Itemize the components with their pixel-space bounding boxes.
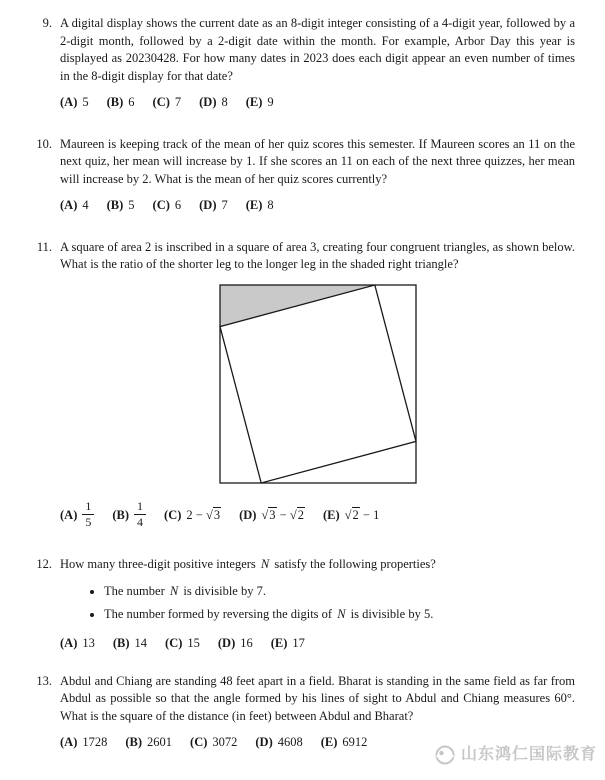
problem-text: A square of area 2 is inscribed in a square of area 3, creating four congruent triangles, as shown below. What is the ratio of the shorter leg to the longer leg in the shaded right triangle? bbox=[60, 239, 575, 271]
choice-label: (B) bbox=[112, 636, 130, 650]
choice-e bbox=[321, 734, 368, 752]
choice-a bbox=[60, 94, 89, 112]
problem-text: A digital display shows the current date as an 8-digit integer consisting of a 4-digit year, followed by a 2-digit month, followed by a 2-digit date within the month. For example, Arbor Day this year is displayed as 20230428. For how many dates in 2023 does each digit appear an even number of times in the 8-digit display for that date? bbox=[60, 16, 575, 83]
choice-label: (E) bbox=[245, 95, 263, 109]
choice-c bbox=[153, 197, 182, 215]
choice-b bbox=[125, 734, 172, 752]
answer-choices bbox=[60, 635, 575, 653]
math-variable: N bbox=[169, 584, 179, 598]
choice-label: (E) bbox=[322, 507, 340, 522]
choice-label: (C) bbox=[190, 735, 208, 749]
choice-value: 9 bbox=[267, 95, 274, 109]
choice-label: (D) bbox=[255, 735, 273, 749]
choice-b bbox=[107, 94, 135, 112]
problem-12 bbox=[30, 556, 575, 653]
watermark-logo-icon bbox=[434, 744, 456, 766]
bullet-item: • The number formed by reversing the digits of N is divisible by 5. bbox=[104, 606, 575, 624]
math-variable: N bbox=[337, 606, 346, 621]
watermark bbox=[434, 744, 597, 766]
problem-number: 13. bbox=[36, 673, 52, 688]
problem-text: Abdul and Chiang are standing 48 feet apart in a field. Bharat is standing in the same field as far from Abdul as possible so that the angle formed by his lines of sight to Abdul and Chiang measures 60°. What is the square of the distance (in feet) between Abdul and Bharat? bbox=[60, 673, 575, 723]
problem-10 bbox=[30, 136, 575, 215]
choice-value: 7 bbox=[221, 198, 228, 212]
choice-b bbox=[113, 635, 147, 653]
choice-label: (A) bbox=[60, 198, 78, 212]
choice-e bbox=[323, 507, 379, 525]
choice-a bbox=[60, 635, 95, 653]
choice-d bbox=[199, 94, 228, 112]
answer-choices bbox=[60, 94, 575, 112]
choice-label: (C) bbox=[165, 636, 183, 650]
choice-value: 17 bbox=[292, 636, 305, 650]
choice-label: (A) bbox=[60, 95, 78, 109]
choice-label: (B) bbox=[106, 198, 124, 212]
choice-value: 13 bbox=[82, 636, 95, 650]
choice-a bbox=[60, 197, 89, 215]
choice-c bbox=[164, 507, 221, 525]
choice-value: 15 bbox=[187, 636, 200, 650]
choice-value: 2601 bbox=[147, 735, 173, 749]
choice-d bbox=[199, 197, 228, 215]
choice-label: (E) bbox=[270, 636, 288, 650]
choice-value: 4 bbox=[82, 198, 89, 212]
fraction: $\frac{1}{5}$ bbox=[82, 500, 94, 528]
math-variable: N bbox=[260, 556, 270, 571]
choice-value: 6 bbox=[174, 198, 182, 212]
choice-e bbox=[246, 197, 274, 215]
inscribed-square-figure bbox=[219, 284, 417, 484]
choice-value: 6912 bbox=[342, 735, 368, 749]
math-expression: √3 − √2 bbox=[261, 507, 304, 522]
choice-value: 6 bbox=[128, 95, 135, 109]
math-expression: 2 − √3 bbox=[186, 507, 221, 522]
choice-value: 8 bbox=[267, 198, 274, 212]
problem-number: 9. bbox=[42, 16, 52, 30]
choice-c bbox=[153, 94, 182, 112]
choice-label: (C) bbox=[152, 95, 170, 109]
choice-label: (B) bbox=[112, 507, 130, 522]
choice-label: (E) bbox=[245, 198, 263, 212]
answer-choices bbox=[60, 500, 575, 532]
problem-text: How many three-digit positive integers N satisfy the following properties? bbox=[60, 556, 436, 571]
choice-e bbox=[271, 635, 305, 653]
choice-label: (E) bbox=[320, 735, 338, 749]
figure-container bbox=[60, 284, 575, 484]
watermark-text: 山东鸿仁国际教育 bbox=[460, 746, 597, 764]
choice-value: 5 bbox=[128, 198, 135, 212]
choice-label: (D) bbox=[239, 507, 257, 522]
choice-label: (D) bbox=[199, 198, 217, 212]
choice-label: (A) bbox=[60, 735, 78, 749]
choice-value: 4608 bbox=[277, 735, 303, 749]
problem-11 bbox=[30, 239, 575, 532]
choice-label: (B) bbox=[106, 95, 124, 109]
choice-value: 16 bbox=[240, 636, 253, 650]
choice-label: (D) bbox=[217, 636, 236, 650]
choice-label: (B) bbox=[125, 735, 143, 749]
choice-value: 7 bbox=[174, 95, 182, 109]
choice-a bbox=[60, 734, 107, 752]
choice-c bbox=[190, 734, 237, 752]
choice-label: (A) bbox=[60, 636, 78, 650]
choice-b bbox=[112, 499, 146, 529]
problem-number: 12. bbox=[36, 556, 52, 571]
choice-a bbox=[60, 499, 94, 529]
choice-value: 14 bbox=[134, 636, 148, 650]
problem-text: Maureen is keeping track of the mean of her quiz scores this semester. If Maureen scores an 11 on the next quiz, her mean will increase by 1. If she scores an 11 on each of the next three quizzes, her mean will increase by 2. What is the mean of her quiz scores currently? bbox=[60, 136, 575, 186]
choice-d bbox=[218, 635, 253, 653]
choice-value: 3072 bbox=[212, 735, 238, 749]
problem-9 bbox=[30, 15, 575, 112]
choice-label: (D) bbox=[199, 95, 217, 109]
choice-value: 8 bbox=[221, 95, 228, 109]
math-expression: √2 − 1 bbox=[344, 507, 380, 522]
property-list bbox=[60, 583, 575, 623]
answer-choices bbox=[60, 197, 575, 215]
choice-b bbox=[107, 197, 135, 215]
choice-label: (A) bbox=[60, 507, 78, 522]
choice-value: 1728 bbox=[82, 735, 108, 749]
choice-value: 5 bbox=[82, 95, 89, 109]
choice-e bbox=[246, 94, 274, 112]
choice-c bbox=[165, 635, 200, 653]
choice-d bbox=[239, 507, 305, 525]
choice-label: (C) bbox=[152, 198, 170, 212]
choice-label: (C) bbox=[164, 507, 182, 522]
problem-number: 10. bbox=[36, 136, 52, 151]
fraction: $\frac{1}{4}$ bbox=[134, 500, 146, 528]
bullet-item: • The number N is divisible by 7. bbox=[104, 583, 575, 601]
problem-number: 11. bbox=[36, 239, 52, 254]
choice-d bbox=[255, 734, 302, 752]
problem-13 bbox=[30, 673, 575, 752]
